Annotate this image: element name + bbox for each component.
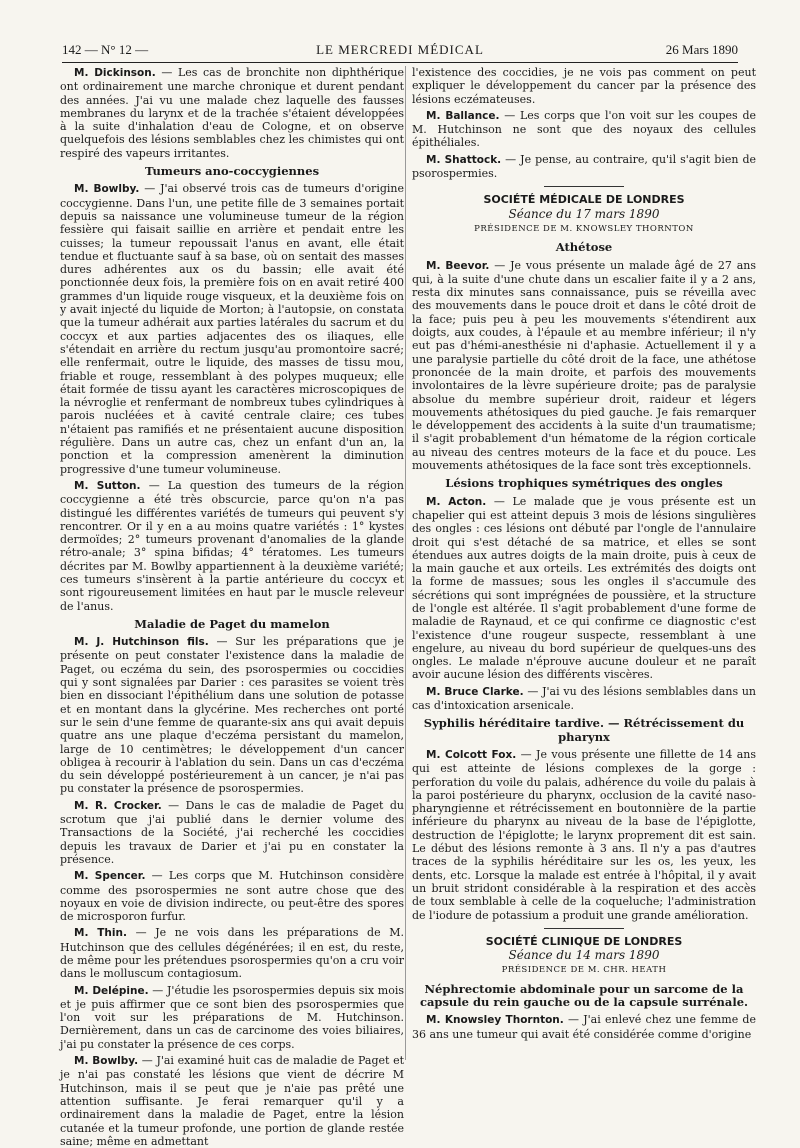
speaker-name: M. R. Crocker. (74, 799, 162, 812)
speaker-name: M. Thin. (74, 927, 127, 940)
section-divider (544, 186, 624, 187)
paragraph-bowlby-2 (60, 1054, 404, 1148)
paragraph-colcott-fox (412, 748, 756, 922)
paragraph-text: — J'ai examiné huit cas de maladie de Paget et je n'ai pas constaté les lésions que vient de décrire M Hutchinson, mais il se peut que je n'aie pas prêté une attention suffisante. Je ferai remarquer qu'il y a ordinairement dans la maladie de Paget, entre la lésion cutanée et la tumeur profonde, une portion de glande restée saine; même en admettant (60, 1054, 404, 1148)
paragraph-text: — Les cas de bronchite non diphthérique ont ordinairement une marche chronique et durent pendant des années. J'ai vu une malade chez laquelle des fausses membranes du larynx et de la trachée s'étaient développées à la suite d'inhalation d'eau de Cologne, et on observe quelquefois des lésions semblables chez les chimistes qui ont respiré des vapeurs irritantes. (60, 66, 404, 160)
paragraph-text: — Je vous présente une fillette de 14 ans qui est atteinte de lésions complexes de la gorge : perforation du voile du palais, adhérence du voile du palais à la paroi postérieure du pharynx, occlusion de la cavité naso-pharyngienne et rétrécissement en boutonnière de la partie inférieure du pharynx au niveau de la base de l'épiglotte, destruction de l'épiglotte; le larynx proprement dit est sain. Le début des lésions remonte à 3 ans. Il n'y a pas d'autres traces de la syphilis héréditaire sur les os, les yeux, les dents, etc. Lorsque la malade est entrée à l'hôpital, il y avait un bruit stridont considérable à la respiration et des accès de toux semblable à celle de la coqueluche; l'administration de l'iodure de potassium a produit une grande amélioration. (412, 747, 757, 922)
paragraph-text: — J'ai vu des lésions semblables dans un cas d'intoxication arsenicale. (412, 684, 756, 713)
speaker-name: M. Colcott Fox. (426, 748, 517, 761)
paragraph-continued (412, 66, 756, 106)
paragraph-acton (412, 495, 756, 682)
section-heading-ongles: Lésions trophiques symétriques des ongles (445, 476, 723, 491)
paragraph-hutchinson (60, 635, 404, 796)
section-heading-syphilis: Syphilis héréditaire tardive. — Rétrécissement du pharynx (423, 716, 745, 744)
speaker-name: M. Dickinson. (74, 67, 156, 79)
speaker-name: M. Delépine. (74, 984, 149, 997)
paragraph-text: — Le malade que je vous présente est un chapelier qui est atteint depuis 3 mois de lésions singulières des ongles : ces lésions ont débuté par l'ongle de l'annulaire droit qui s'est détaché de sa matrice, et elles se sont étendues aux autres doigts de la main droite, puis à ceux de la main gauche et aux orteils. Les extrémités des doigts ont la forme de massues; sous les ongles il s'accumule des sécrétions qui sont imprégnées de poussière, et la structure de l'ongle est altérée. Il s'agit probablement d'une forme de maladie de Raynaud, et ce qui confirme ce diagnostic c'est l'existence d'une rougeur suspecte, ressemblant à une engelure, au niveau du bord supérieur de quelques-uns des ongles. Le malade n'éprouve aucune douleur et ne paraît avoir aucune lésion des différents viscères. (412, 494, 757, 682)
paragraph-shattock (412, 153, 756, 181)
paragraph-text: — Les corps que l'on voit sur les coupes de M. Hutchinson ne sont que des noyaux des cellules épithéliales. (412, 108, 756, 150)
paragraph-text: — Je vous présente un malade âgé de 27 ans qui, à la suite d'une chute dans un escalier faite il y a 2 ans, resta dix minutes sans connaissance, puis se réveilla avec des mouvements dans le pouce droit et dans le côté droit de la face; puis peu à peu les mouvements s'étendirent aux doigts, aux coudes, à l'épaule et au membre inférieur; il n'y eut pas d'hémi-anesthésie ni d'aphasie. Actuellement il y a une paralysie partielle du côté droit de la face, une athétose prononcée de la main droite, et parfois des mouvements involontaires de la lèvre supérieure droite; pas de paralysie absolue du membre supérieur droit, raideur et légers mouvements athétosiques du pied gauche. Je fais remarquer le développement des accidents à la suite d'un traumatisme; il s'agit probablement d'un hématome de la région corticale au niveau des centres moteurs de la face et du pouce. Les mouvements athétosiques de la face sont très exceptionnels. (412, 258, 756, 473)
session-date: Séance du 14 mars 1890 (508, 948, 660, 963)
speaker-name: M. Acton. (426, 495, 487, 508)
speaker-name: M. Ballance. (426, 109, 500, 122)
paragraph-text: — Dans le cas de maladie de Paget du scrotum que j'ai publié dans le dernier volume des Transactions de la Société, j'ai recherché les coccidies depuis les travaux de Darier et j'ai pu en constater la présence. (60, 798, 404, 866)
section-divider (544, 928, 624, 929)
section-heading-tumeurs: Tumeurs ano-coccygiennes (144, 164, 320, 179)
paragraph-sutton (60, 479, 404, 613)
section-heading-paget: Maladie de Paget du mamelon (134, 616, 330, 631)
paragraph-beevor (412, 259, 756, 473)
paragraph-thornton (412, 1013, 756, 1041)
right-column (412, 66, 756, 1066)
paragraph-text: — Sur les préparations que je présente on peut constater l'existence dans la maladie de Paget, ou eczéma du sein, des psorospermies ou coccidies qui y sont signalées par Darier : ces parasites se voient très bien en dissociant l'épithélium dans une solution de potasse et en montant dans la glycérine. Mes recherches ont porté sur le sein d'une femme de quarante-six ans qui avait depuis quatre ans une plaque d'eczéma persistant du mamelon, large de 10 centimètres; le développement d'un cancer obligea à recourir à l'ablation du sein. Dans un cas d'eczéma du sein développé postérieurement à un cancer, je n'ai pas pu constater la présence de psorospermies. (60, 635, 404, 796)
speaker-name: M. Sutton. (74, 479, 141, 492)
page-header (62, 40, 738, 63)
issue-date: 26 Mars 1890 (665, 42, 738, 57)
speaker-name: M. Spencer. (74, 870, 146, 883)
section-heading-nephrectomie: Néphrectomie abdominale pour un sarcome de la capsule du rein gauche ou de la capsule surrénale. (419, 981, 749, 1009)
speaker-name: M. Bowlby. (74, 183, 140, 196)
speaker-name: M. Knowsley Thornton. (426, 1014, 564, 1027)
session-date: Séance du 17 mars 1890 (508, 206, 660, 221)
paragraph-text: — La question des tumeurs de la région coccygienne a été très obscurcie, parce qu'on n'a pas distingué les différentes variétés de tumeurs qui peuvent s'y rencontrer. Or il y en a au moins quatre variétés : 1° kystes dermoïdes; 2° tumeurs provenant d'anomalies de la glande rétro-anale; 3° spina bifidas; 4° tératomes. Les tumeurs décrites par M. Bowlby appartiennent à la deuxième variété; ces tumeurs s'insèrent à la partie antérieure du coccyx et sont rigoureusement limitées en haut par le muscle releveur de l'anus. (60, 478, 404, 613)
speaker-name: M. Bowlby. (74, 1055, 139, 1068)
paragraph-text: — Je pense, au contraire, qu'il s'agit bien de psorospermies. (412, 152, 756, 181)
speaker-name: M. Beevor. (426, 259, 490, 272)
journal-title: LE MERCREDI MÉDICAL (316, 42, 484, 57)
paragraph-text: — J'ai observé trois cas de tumeurs d'origine coccygienne. Dans l'un, une petite fille de 3 semaines portait depuis sa naissance une volumineuse tumeur de la région fessière qui faisait saillie en arrière et pendait entre les cuisses; la tumeur repoussait l'anus en avant, elle était tendue et fluctuante sauf à sa base, où on sentait des masses dures adhérentes aux os du bassin; elle avait été ponctionnée deux fois, la première fois on en avait retiré 400 grammes d'un liquide rouge visqueux, et la deuxième fois on y avait injecté du liquide de Morton; à l'autopsie, on constata que la tumeur adhérait aux parties latérales du sacrum et du coccyx et aux parties adjacentes des os iliaques, elle s'étendait en arrière du rectum jusqu'au promontoire sacré; elle renfermait, outre le liquide, des masses de tissu mou, friable et rouge, ressemblant à des polypes muqueux; elle était formée de tissu ayant les caractères microscopiques de la névroglie et renfermant de nombreux tubes cylindriques à parois nucléées et à cavité centrale claire; ces tubes n'étaient pas ramifiés et ne présentaient aucune disposition régulière. Dans un autre cas, chez un enfant d'un an, la ponction et la compression amenèrent la diminution progressive d'une tumeur volumineuse. (60, 182, 404, 476)
paragraph-dickinson (60, 66, 404, 160)
paragraph-spencer (60, 869, 404, 923)
paragraph-text: — J'étudie les psorospermies depuis six mois et je puis affirmer que ce sont bien des psorospermies que l'on voit sur les préparations de M. Hutchinson. Dernièrement, dans un cas de carcinome des voies biliaires, j'ai pu constater la présence de ces corps. (60, 983, 404, 1051)
presidency-line: PRÉSIDENCE DE M. CHR. HEATH (501, 965, 667, 976)
column-divider (405, 66, 406, 1060)
speaker-name: M. Shattock. (426, 153, 502, 166)
paragraph-delepine (60, 984, 404, 1051)
paragraph-text: — Je ne vois dans les préparations de M. Hutchinson que des cellules dégénérées; il en est, du reste, de même pour les prétendues psorospermies qu'on a cru voir dans le molluscum contagiosum. (60, 926, 405, 981)
paragraph-bowlby (60, 182, 404, 476)
speaker-name: M. J. Hutchinson fils. (74, 636, 209, 649)
society-heading-clinique: SOCIÉTÉ CLINIQUE DE LONDRES (485, 934, 683, 948)
society-heading-medicale: SOCIÉTÉ MÉDICALE DE LONDRES (483, 193, 685, 207)
speaker-name: M. Bruce Clarke. (426, 685, 524, 698)
paragraph-crocker (60, 799, 404, 866)
section-heading-athetose: Athétose (555, 240, 613, 255)
paragraph-text: — J'ai enlevé chez une femme de 36 ans une tumeur qui avait été considérée comme d'origine (412, 1013, 756, 1041)
presidency-line: PRÉSIDENCE DE M. KNOWSLEY THORNTON (474, 223, 694, 234)
left-column (60, 66, 405, 1148)
paragraph-text: l'existence des coccidies, je ne vois pas comment on peut expliquer le développement du cancer par la présence des lésions eczémateuses. (412, 66, 756, 106)
paragraph-bruce-clarke (412, 685, 756, 713)
page-number: 142 — N° 12 — (62, 42, 149, 57)
paragraph-thin (60, 926, 404, 980)
paragraph-ballance (412, 109, 756, 150)
paragraph-text: — Les corps que M. Hutchinson considère comme des psorospermies ne sont autre chose que des noyaux en voie de division indirecte, ou peut-être des spores de microsporon furfur. (60, 869, 404, 924)
